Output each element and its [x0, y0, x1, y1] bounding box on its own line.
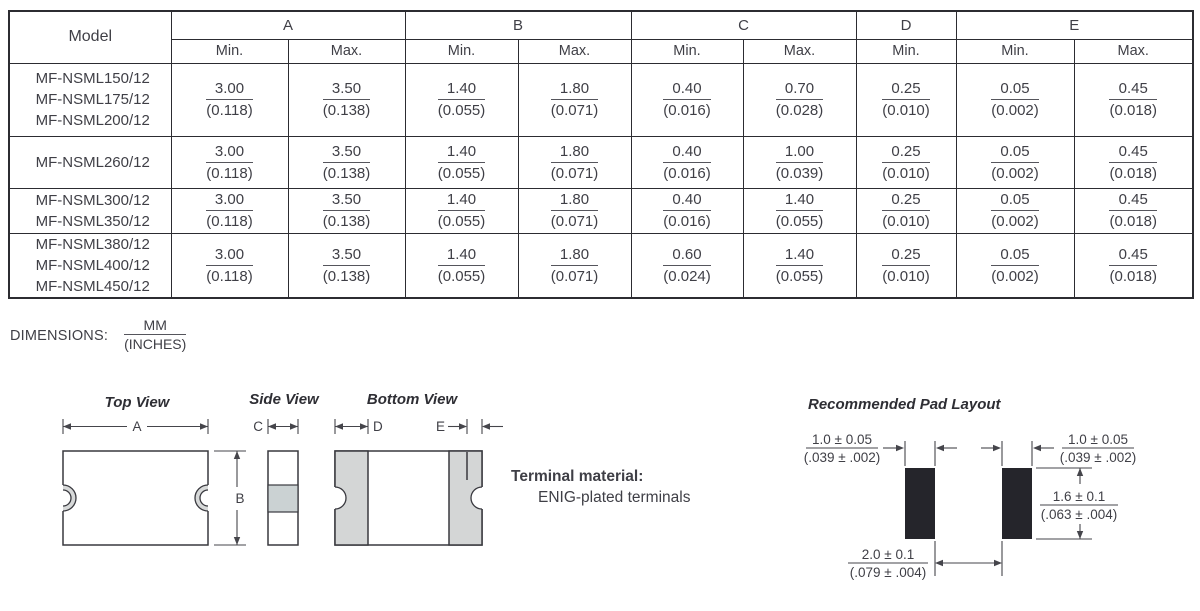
value-fraction: [551, 80, 599, 119]
dim-c-arrow-left: [268, 423, 276, 429]
value-fraction: [206, 143, 252, 182]
value-fraction: [1109, 246, 1157, 285]
value-fraction: [438, 246, 486, 285]
value-inches: (0.010): [882, 267, 930, 285]
left-pad-dim-in: (.039 ± .002): [803, 450, 881, 465]
dim-a-label: A: [132, 419, 142, 434]
value-inches: (0.138): [322, 164, 371, 182]
value-cell: [743, 188, 856, 233]
table-row: [9, 188, 1193, 233]
dimensions-note: [10, 317, 186, 352]
side-view-title: Side View: [249, 391, 319, 408]
value-mm: 3.00: [206, 80, 252, 100]
value-cell: [288, 233, 405, 298]
value-fraction: [776, 191, 824, 230]
value-inches: (0.002): [991, 267, 1039, 285]
value-fraction: [776, 246, 824, 285]
value-cell: [856, 63, 956, 136]
span-arrow-right: [994, 560, 1002, 566]
value-fraction: [206, 191, 252, 230]
value-cell: [631, 188, 743, 233]
value-fraction: [882, 80, 930, 119]
value-cell: [743, 63, 856, 136]
value-cell: [171, 188, 288, 233]
value-mm: 0.45: [1109, 191, 1157, 211]
value-cell: [171, 136, 288, 188]
model-name: MF-NSML200/12: [35, 112, 150, 129]
value-inches: (0.118): [206, 213, 253, 230]
height-dim-mm: 1.6 ± 0.1: [1052, 489, 1106, 504]
value-fraction: [1109, 143, 1157, 182]
value-fraction: [663, 246, 711, 285]
subheader-c-min: Min.: [631, 39, 743, 63]
value-mm: 0.25: [882, 191, 930, 211]
table-row: [9, 233, 1193, 298]
value-fraction: [663, 191, 711, 230]
model-name: MF-NSML400/12: [35, 256, 150, 274]
value-fraction: [438, 143, 486, 182]
subheader-b-min: Min.: [405, 39, 518, 63]
value-fraction: [882, 246, 930, 285]
value-inches: (0.071): [550, 213, 599, 230]
right-pad-arrow-in: [993, 445, 1001, 451]
value-mm: 0.05: [991, 143, 1039, 163]
value-fraction: [551, 246, 599, 285]
value-mm: 1.80: [551, 191, 599, 211]
header-row-letters: [9, 11, 1193, 39]
value-cell: [743, 136, 856, 188]
value-mm: 1.40: [438, 143, 486, 163]
subheader-a-max: Max.: [288, 39, 405, 63]
value-mm: 3.00: [206, 191, 252, 211]
dim-d-label: D: [373, 419, 383, 434]
pad-layout-left-pad: [905, 468, 935, 539]
value-inches: (0.055): [775, 267, 824, 285]
value-mm: 3.50: [323, 246, 371, 266]
subheader-d-min: Min.: [856, 39, 956, 63]
value-cell: [518, 233, 631, 298]
value-inches: (0.018): [1109, 164, 1158, 182]
dim-a-arrow-left: [63, 423, 71, 429]
value-fraction: [438, 80, 486, 119]
pad-layout-drawing: [804, 396, 1136, 580]
value-mm: 0.40: [663, 143, 711, 163]
dim-a-arrow-right: [200, 423, 208, 429]
top-view-body: [63, 451, 208, 545]
value-mm: 0.05: [991, 246, 1039, 266]
value-cell: [956, 136, 1074, 188]
table-row: [9, 136, 1193, 188]
value-cell: [1074, 63, 1193, 136]
model-cell: [9, 233, 171, 298]
model-name: MF-NSML380/12: [35, 235, 150, 253]
dim-b-arrow-down: [234, 537, 240, 545]
bottom-view-drawing: [334, 391, 504, 545]
value-mm: 0.60: [663, 246, 711, 266]
value-fraction: [551, 191, 599, 230]
value-fraction: [991, 191, 1039, 230]
value-mm: 0.40: [663, 191, 711, 211]
value-inches: (0.018): [1109, 267, 1158, 285]
value-inches: (0.016): [663, 213, 711, 230]
dim-e-arrow-left: [459, 423, 467, 429]
value-mm: 1.80: [551, 246, 599, 266]
model-name: MF-NSML450/12: [35, 277, 150, 295]
value-cell: [171, 63, 288, 136]
value-cell: [1074, 233, 1193, 298]
value-cell: [1074, 136, 1193, 188]
value-cell: [405, 233, 518, 298]
value-mm: 1.40: [776, 191, 824, 211]
value-mm: 0.70: [776, 80, 824, 100]
value-mm: 3.00: [206, 143, 252, 163]
value-inches: (0.010): [882, 213, 930, 230]
dim-d-arrow-left: [335, 423, 343, 429]
value-cell: [1074, 188, 1193, 233]
dimensions-units-fraction: [124, 317, 186, 352]
value-cell: [631, 136, 743, 188]
value-inches: (0.024): [663, 267, 711, 285]
model-name: MF-NSML260/12: [35, 153, 150, 171]
model-column-header: Model: [9, 11, 171, 63]
model-name: MF-NSML150/12: [35, 70, 150, 87]
value-mm: 3.50: [323, 80, 371, 100]
value-fraction: [991, 143, 1039, 182]
dim-e-arrow-right: [482, 423, 490, 429]
column-header-d: D: [856, 11, 956, 39]
value-fraction: [323, 143, 371, 182]
dimension-table: [8, 10, 1194, 299]
dim-e-label: E: [435, 419, 445, 434]
dim-b-label: B: [235, 491, 245, 506]
value-fraction: [206, 80, 252, 119]
bottom-view-title: Bottom View: [366, 391, 458, 408]
value-inches: (0.118): [206, 164, 253, 182]
model-name: MF-NSML300/12: [35, 191, 150, 209]
dimensions-units-mm: MM: [124, 317, 186, 335]
value-fraction: [663, 80, 711, 119]
value-inches: (0.055): [775, 213, 824, 230]
value-inches: (0.055): [437, 267, 486, 285]
span-arrow-left: [935, 560, 943, 566]
left-pad-arrow-in: [896, 445, 904, 451]
column-header-e: E: [956, 11, 1193, 39]
value-cell: [743, 233, 856, 298]
height-arrow-up: [1077, 468, 1083, 476]
subheader-e-max: Max.: [1074, 39, 1193, 63]
value-mm: 1.80: [551, 80, 599, 100]
value-fraction: [323, 246, 371, 285]
value-inches: (0.138): [322, 213, 371, 230]
value-mm: 1.80: [551, 143, 599, 163]
value-mm: 0.05: [991, 80, 1039, 100]
value-inches: (0.039): [775, 164, 824, 182]
value-inches: (0.138): [322, 102, 371, 119]
header-row-minmax: [9, 39, 1193, 63]
value-inches: (0.071): [550, 164, 599, 182]
value-fraction: [991, 80, 1039, 119]
value-inches: (0.071): [550, 102, 599, 119]
value-inches: (0.071): [550, 267, 599, 285]
value-mm: 0.05: [991, 191, 1039, 211]
value-mm: 0.25: [882, 246, 930, 266]
value-cell: [518, 136, 631, 188]
value-inches: (0.118): [206, 267, 253, 285]
subheader-e-min: Min.: [956, 39, 1074, 63]
dimensions-note-label: DIMENSIONS:: [10, 327, 109, 344]
value-mm: 3.50: [323, 143, 371, 163]
value-mm: 0.25: [882, 143, 930, 163]
top-view-drawing: [62, 394, 247, 545]
value-inches: (0.016): [663, 102, 711, 119]
value-cell: [288, 136, 405, 188]
column-header-a: A: [171, 11, 405, 39]
side-view-drawing: [249, 391, 320, 545]
value-fraction: [882, 143, 930, 182]
value-inches: (0.055): [437, 213, 486, 230]
value-cell: [288, 63, 405, 136]
span-dim-in: (.079 ± .004): [849, 565, 927, 580]
pad-layout-right-pad: [1002, 468, 1032, 539]
terminal-material-value: ENIG-plated terminals: [538, 489, 691, 506]
value-mm: 3.50: [323, 191, 371, 211]
value-inches: (0.010): [882, 102, 930, 119]
value-cell: [405, 188, 518, 233]
table-row: [9, 63, 1193, 136]
dimensions-units-inches: (INCHES): [124, 336, 187, 352]
value-mm: 0.40: [663, 80, 711, 100]
left-pad-arrow-out: [936, 445, 944, 451]
dim-d-arrow-right: [360, 423, 368, 429]
value-fraction: [991, 246, 1039, 285]
value-cell: [171, 233, 288, 298]
value-cell: [405, 136, 518, 188]
value-inches: (0.018): [1109, 102, 1158, 119]
model-cell: [9, 63, 171, 136]
value-fraction: [776, 80, 824, 119]
table-header: [9, 11, 1193, 63]
subheader-a-min: Min.: [171, 39, 288, 63]
value-inches: (0.028): [775, 102, 824, 119]
value-cell: [631, 63, 743, 136]
dim-c-arrow-right: [290, 423, 298, 429]
dim-c-label: C: [253, 419, 263, 434]
table-body: [9, 63, 1193, 298]
subheader-b-max: Max.: [518, 39, 631, 63]
right-pad-dim-in: (.039 ± .002): [1059, 450, 1137, 465]
value-mm: 0.45: [1109, 80, 1157, 100]
value-fraction: [551, 143, 599, 182]
model-name: MF-NSML350/12: [35, 212, 150, 230]
value-mm: 0.45: [1109, 143, 1157, 163]
model-name: MF-NSML175/12: [35, 91, 150, 108]
height-arrow-down: [1077, 531, 1083, 539]
value-mm: 1.40: [438, 191, 486, 211]
value-cell: [956, 188, 1074, 233]
value-fraction: [438, 191, 486, 230]
value-mm: 1.00: [776, 143, 824, 163]
value-mm: 3.00: [206, 246, 252, 266]
value-fraction: [1109, 191, 1157, 230]
value-mm: 0.45: [1109, 246, 1157, 266]
model-cell: [9, 136, 171, 188]
value-inches: (0.002): [991, 164, 1039, 182]
value-mm: 1.40: [438, 246, 486, 266]
dimension-table-section: [8, 10, 1194, 299]
value-cell: [518, 63, 631, 136]
value-inches: (0.118): [206, 102, 253, 119]
value-inches: (0.010): [882, 164, 930, 182]
value-inches: (0.055): [437, 102, 486, 119]
left-pad-dim-mm: 1.0 ± 0.05: [812, 432, 872, 447]
value-fraction: [206, 246, 252, 285]
model-cell: [9, 188, 171, 233]
right-pad-dim-mm: 1.0 ± 0.05: [1068, 432, 1128, 447]
value-inches: (0.016): [663, 164, 711, 182]
value-cell: [956, 63, 1074, 136]
dim-b-arrow-up: [234, 451, 240, 459]
value-inches: (0.002): [991, 213, 1039, 230]
value-fraction: [323, 191, 371, 230]
value-cell: [856, 233, 956, 298]
value-cell: [856, 136, 956, 188]
value-mm: 1.40: [438, 80, 486, 100]
top-view-title: Top View: [104, 394, 170, 411]
column-header-c: C: [631, 11, 856, 39]
column-header-b: B: [405, 11, 631, 39]
value-cell: [856, 188, 956, 233]
value-inches: (0.138): [322, 267, 371, 285]
value-cell: [288, 188, 405, 233]
terminal-material-label: Terminal material:: [511, 468, 644, 485]
value-inches: (0.055): [437, 164, 486, 182]
value-cell: [956, 233, 1074, 298]
value-inches: (0.002): [991, 102, 1039, 119]
value-fraction: [882, 191, 930, 230]
value-cell: [518, 188, 631, 233]
value-cell: [405, 63, 518, 136]
value-cell: [631, 233, 743, 298]
value-fraction: [323, 80, 371, 119]
right-pad-arrow-out: [1033, 445, 1041, 451]
height-dim-in: (.063 ± .004): [1040, 507, 1118, 522]
subheader-c-max: Max.: [743, 39, 856, 63]
value-fraction: [1109, 80, 1157, 119]
value-mm: 1.40: [776, 246, 824, 266]
side-view-center-band: [268, 485, 298, 512]
value-mm: 0.25: [882, 80, 930, 100]
value-inches: (0.018): [1109, 213, 1158, 230]
value-fraction: [776, 143, 824, 182]
span-dim-mm: 2.0 ± 0.1: [861, 547, 915, 562]
terminal-material-note: [511, 468, 690, 507]
pad-layout-title: Recommended Pad Layout: [808, 396, 1001, 413]
value-fraction: [663, 143, 711, 182]
